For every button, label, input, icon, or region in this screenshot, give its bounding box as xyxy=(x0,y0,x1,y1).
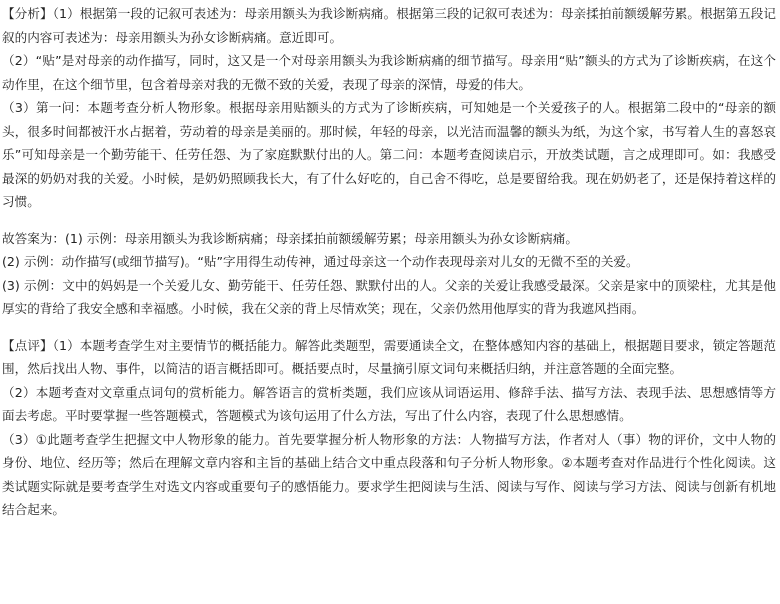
section-gap xyxy=(2,321,776,334)
comment-section xyxy=(2,334,776,522)
comment-paragraph-3: （3）①此题考查学生把握文中人物形象的能力。首先要掌握分析人物形象的方法：人物描写方法，作者对人（事）物的评价，文中人物的身份、地位、经历等；然后在理解文章内容和主旨的基础上结合文中重点段落和句子分析人物形象。②本题考查对作品进行个性化阅读。这类试题实际就是要考查学生对选文内容或重要句子的感悟能力。要求学生把阅读与生活、阅读与写作、阅读与学习方法、阅读与创新有机地结合起来。 xyxy=(2,431,776,517)
answer-paragraph-1: 故答案为：(1) 示例：母亲用额头为我诊断病痛；母亲揉拍前额缓解劳累；母亲用额头为孙女诊断病痛。 xyxy=(2,230,578,246)
analysis-section xyxy=(2,2,776,214)
answer-paragraph-3: (3) 示例：文中的妈妈是一个关爱儿女、勤劳能干、任劳任怨、默默付出的人。父亲的关爱让我感受最深。父亲是家中的顶梁柱，尤其是他厚实的背给了我安全感和幸福感。小时候，我在父亲的背上尽情欢笑；现在，父亲仍然用他厚实的背为我遮风挡雨。 xyxy=(2,277,776,316)
comment-paragraph-2: （2）本题考查对文章重点词句的赏析能力。解答语言的赏析类题，我们应该从词语运用、修辞手法、描写方法、表现手法、思想感情等方面去考虑。平时要掌握一些答题模式，答题模式为该句运用了什么方法，写出了什么内容，表现了什么思想感情。 xyxy=(2,384,776,423)
section-gap xyxy=(2,214,776,227)
comment-paragraph-1: 【点评】（1）本题考查学生对主要情节的概括能力。解答此类题型，需要通读全文，在整体感知内容的基础上，根据题目要求，锁定答题范围，然后找出人物、事件，以简洁的语言概括即可。概括要点时，尽量摘引原文词句来概括归纳，并注意答题的全面完整。 xyxy=(2,337,776,376)
answer-section xyxy=(2,227,776,321)
answer-paragraph-2: (2) 示例：动作描写(或细节描写)。“贴”字用得生动传神，通过母亲这一个动作表现母亲对儿女的无微不至的关爱。 xyxy=(2,254,639,269)
analysis-paragraph-3: （3）第一问：本题考查分析人物形象。根据母亲用贴额头的方式为了诊断疾病，可知她是一个关爱孩子的人。根据第二段中的“母亲的额头，很多时间都被汗水占据着，劳动着的母亲是美丽的。那时候，年轻的母亲，以光洁而温馨的额头为纸，为这个家，书写着人生的喜怒哀乐”可知母亲是一个勤劳能干、任劳任怨、为了家庭默默付出的人。第二问：本题考查阅读启示，开放类试题，言之成理即可。如：我感受最深的奶奶对我的关爱。小时候，是奶奶照顾我长大，有了什么好吃的，自己舍不得吃，总是要留给我。现在奶奶老了，还是保持着这样的习惯。 xyxy=(2,100,776,209)
analysis-paragraph-1: 【分析】（1）根据第一段的记叙可表述为：母亲用额头为我诊断病痛。根据第三段的记叙可表述为：母亲揉拍前额缓解劳累。根据第五段记叙的内容可表述为：母亲用额头为孙女诊断病痛。意近即可。 xyxy=(2,6,776,45)
analysis-paragraph-2: （2）“贴”是对母亲的动作描写，同时，这又是一个对母亲用额头为我诊断病痛的细节描写。母亲用“贴”额头的方式为了诊断疾病，在这个动作里，在这个细节里，包含着母亲对我的无微不致的关爱，表现了母亲的深情，母爱的伟大。 xyxy=(2,53,776,92)
